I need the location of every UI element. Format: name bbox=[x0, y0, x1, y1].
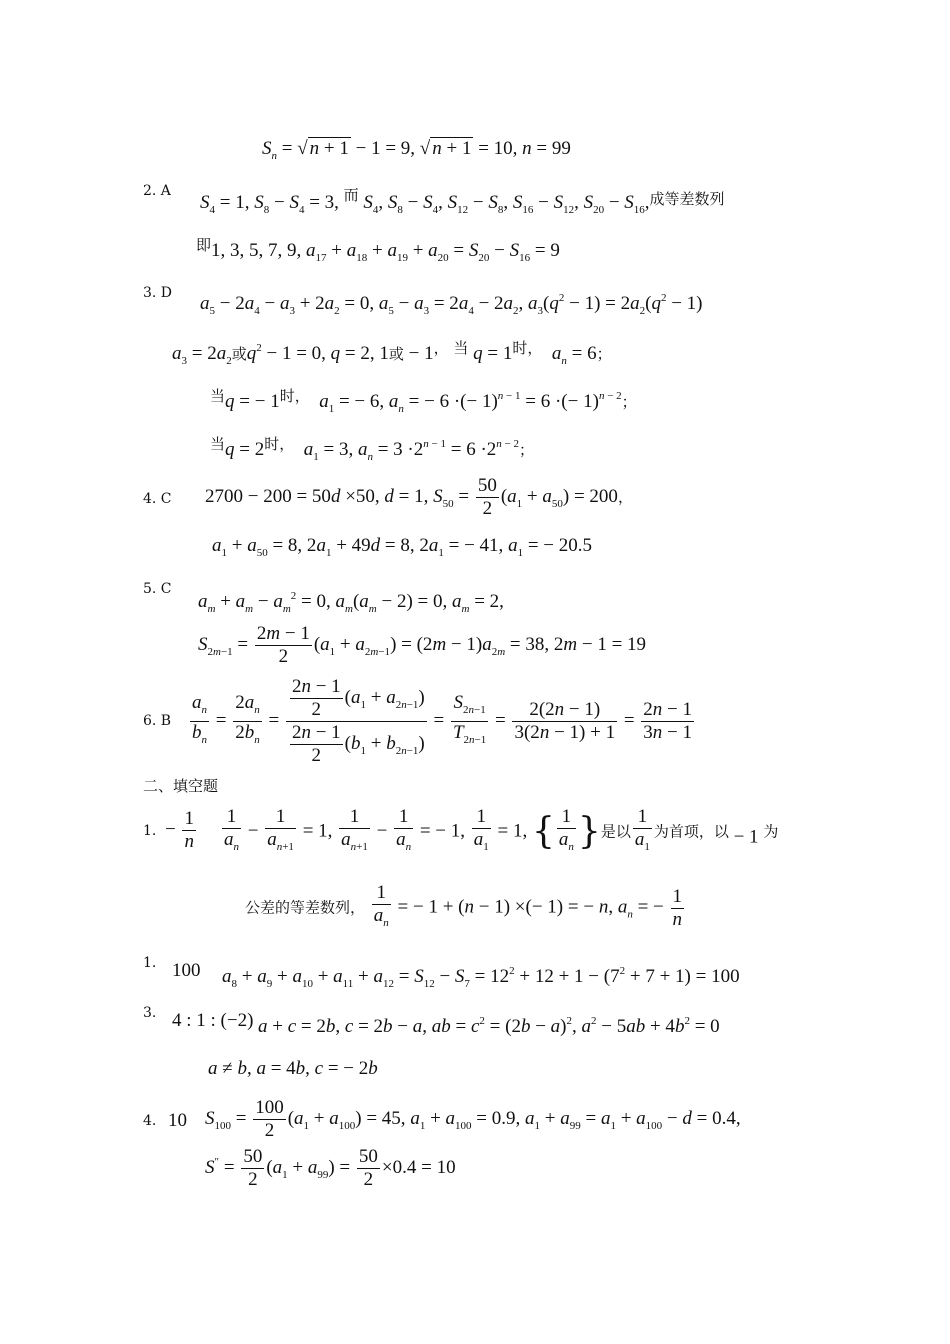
q5-line-a: $a_m + a_m - a_m^2 = 0$, $a_m(a_m - 2) = 0$, $a_m = 2$, bbox=[198, 590, 504, 615]
f3-label: 3. bbox=[143, 1005, 157, 1021]
f1-answer: − $\frac{1}{n}$ bbox=[165, 808, 194, 852]
q3-label: 3. D bbox=[143, 285, 173, 301]
f2-line-a: $a_8 + a_9 + a_{10} + a_{11} + a_{12} = S_{12} - S_7 = 12^2 + 12 + 1 - (7^2 + 7 + 1) = 100$ bbox=[222, 965, 740, 990]
section-fill-in-heading: 二、填空题 bbox=[143, 777, 219, 795]
line-s-n: $S_n$ = √ n + 1 − 1 = 9, √ n + 1 = 10, n = 99 bbox=[262, 138, 571, 162]
q4-line-a: 2700 − 200 = 50d ×50, d = 1, $S_{50}$ = $\frac{50}{2}$ $(a_1 + a_{50}) = 200$， bbox=[205, 475, 633, 519]
q4-line-b: $a_1 + a_{50} = 8$, $2a_1 + 49d = 8$, $2a_1$ = − 41, $a_1$ = − 20.5 bbox=[212, 535, 592, 559]
f1-label: 1. bbox=[143, 823, 157, 839]
f4-line-b: S″ = $\frac{50}{2}$ $(a_1 + a_{99})$ = $\frac{50}{2}$ ×0.4 = 10 bbox=[205, 1146, 456, 1190]
q6-label: 6. B bbox=[143, 713, 172, 729]
q2-line-a: $S_4 = 1$, $S_8 - S_4 = 3$, $^而$ $S_4$, $S_8 - S_4$, $S_{12} - S_8$, $S_{16} - S_{12}$, $S_{20} - S_{16},^{成等差数列}$ bbox=[200, 186, 725, 216]
q4-label: 4. C bbox=[143, 491, 172, 507]
f4-line-a: $S_{100}$ = $\frac{100}{2}$ $(a_1 + a_{100}) = 45$, $a_1 + a_{100} = 0.9$, $a_1 + a_{99} = a_1 + a_{100} - d = 0.4$, bbox=[205, 1097, 741, 1141]
q3-line-b: $a_3 = 2a_2$或$q^2 - 1 = 0$, q = 2, 1或 − 1， $^当$ $q = 1^{时,}$ $a_n = 6$； bbox=[172, 339, 612, 367]
f3-answer: 4 : 1 : (−2) bbox=[172, 1010, 254, 1031]
f1-line-a: $\frac{1}{a_n}$ − $\frac{1}{a_{n+1}}$ = 1, $\frac{1}{a_{n+1}}$ − $\frac{1}{a_n}$ = − 1, $\frac{1}{a_1}$ = 1, { $\frac{1}{a_n}$ }是以 $\frac{1}{a_1}$ 为首项，以 − 1 为 bbox=[220, 806, 778, 858]
q3-line-d: $^当q = 2^{时,}$ $a_1 = 3$, $a_n = 3 \cdot 2^{n - 1} = 6 \cdot 2^{n - 2}$； bbox=[210, 435, 535, 463]
q3-line-c: $^当$q = − $1^{时,}$ $a_1$ = − 6, $a_n$ = − 6 ·(− 1)$^{n - 1}$ = 6 ·(− 1)$^{n - 2}$； bbox=[210, 387, 637, 415]
f3-line-b: a ≠ b, a = 4b, c = − 2b bbox=[208, 1058, 378, 1079]
f4-label: 4. bbox=[143, 1113, 157, 1129]
q5-label: 5. C bbox=[143, 581, 172, 597]
q2-line-b: $^即$1, 3, 5, 7, 9, $a_{17} + a_{18} + a_{19} + a_{20} = S_{20} - S_{16} = 9$ bbox=[196, 236, 560, 264]
f2-label: 1. bbox=[143, 955, 157, 971]
q3-line-a: $a_5 - 2a_4 - a_3 + 2a_2 = 0$, $a_5 - a_3 = 2a_4 - 2a_2$, $a_3(q^2 - 1) = 2a_2(q^2 - 1)$ bbox=[200, 292, 703, 317]
f2-answer: 100 bbox=[172, 960, 201, 981]
f3-line-a: a + c = 2b, c = 2b − a, ab = $c^2 = (2b - a)^2$, $a^2 - 5ab + 4b^2 = 0$ bbox=[258, 1015, 720, 1037]
q5-line-b: $S_{2m-1}$ = $\frac{2m - 1}{2}$ $(a_1 + a_{2m-1}) = (2m - 1)a_{2m} = 38$, 2m − 1 = 19 bbox=[198, 623, 647, 667]
f1-line-b: 公差的等差数列， $\frac{1}{a_n}$ = − 1 + (n − 1) ×(− 1) = − n, $a_n$ = − $\frac{1}{n}$ bbox=[245, 882, 686, 934]
q6-line-a: $\frac{a_n}{b_n}$ = $\frac{2a_n}{2b_n}$ = $\frac{2n - 1}{2}$ $(a_1 + a_{2n-1})$ $\frac{2n - 1}{2}$ $(b_1 + b_{2n-1})$ = $\frac{S_{2n-1}}{T_{2n-1}}$ = $\frac{2(2n - 1)}{3(2n - 1) + 1}$ = $\frac{2n - 1}{3n - 1}$ bbox=[192, 676, 693, 766]
q2-label: 2. A bbox=[143, 183, 171, 199]
f4-answer: 10 bbox=[168, 1110, 187, 1131]
